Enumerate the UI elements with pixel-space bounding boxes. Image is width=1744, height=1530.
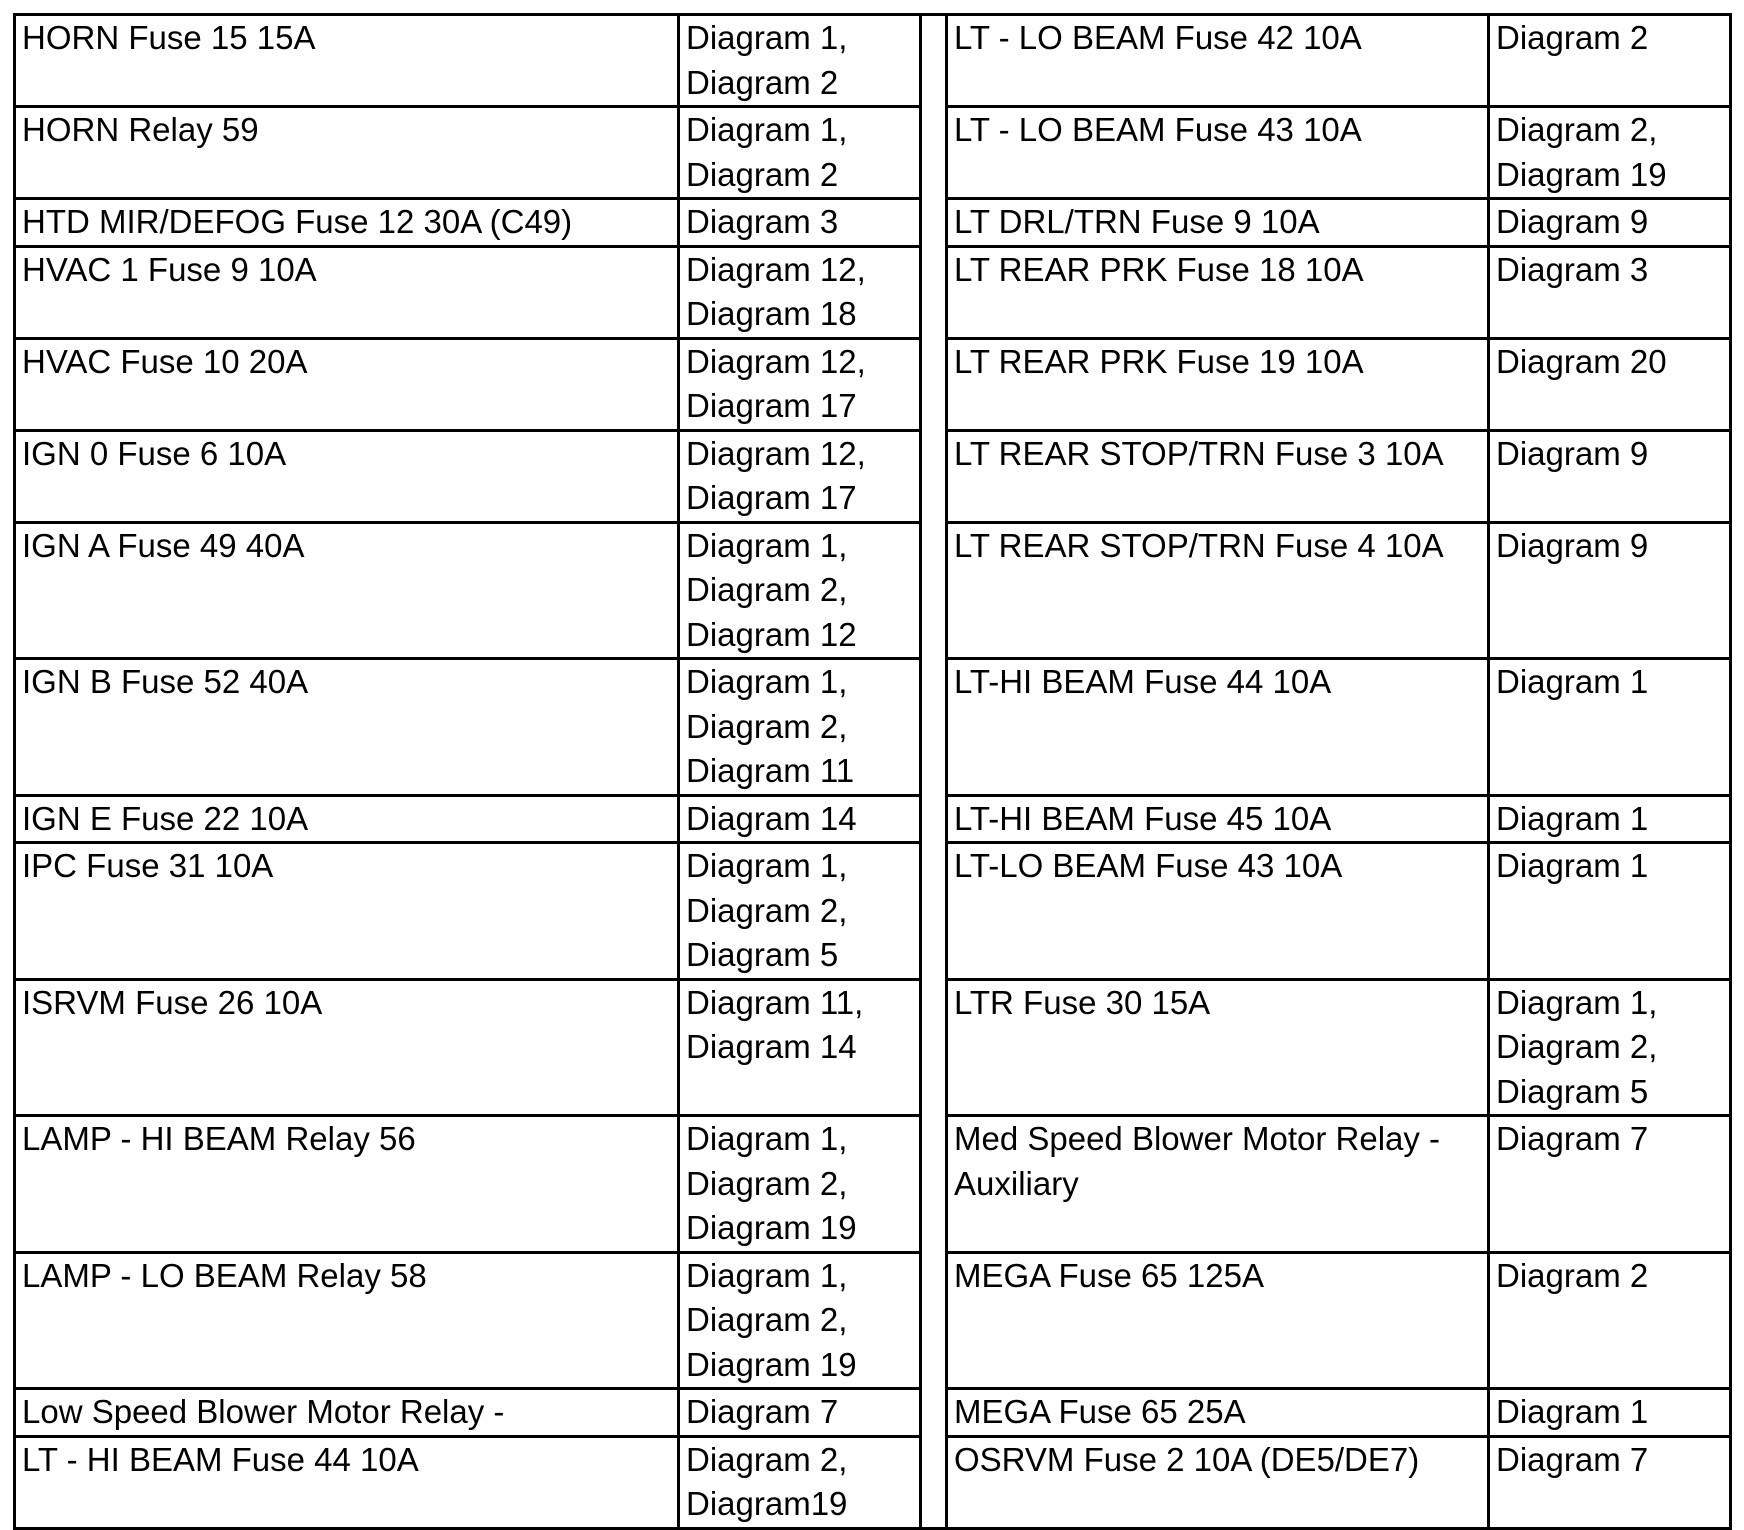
diagram-cell: Diagram 20 bbox=[1489, 338, 1731, 430]
diagram-cell: Diagram 1 bbox=[1489, 659, 1731, 796]
diagram-cell: Diagram 1, Diagram 2 bbox=[679, 107, 921, 199]
diagram-cell: Diagram 7 bbox=[1489, 1116, 1731, 1253]
diagram-cell: Diagram 7 bbox=[1489, 1436, 1731, 1528]
component-cell: LT-LO BEAM Fuse 43 10A bbox=[947, 843, 1489, 980]
diagram-cell: Diagram 1, Diagram 2, Diagram 5 bbox=[1489, 979, 1731, 1116]
component-cell: IGN A Fuse 49 40A bbox=[15, 522, 679, 659]
diagram-cell: Diagram 9 bbox=[1489, 522, 1731, 659]
component-cell: LT DRL/TRN Fuse 9 10A bbox=[947, 199, 1489, 247]
component-cell: IPC Fuse 31 10A bbox=[15, 843, 679, 980]
column-gap bbox=[921, 338, 947, 430]
column-gap bbox=[921, 843, 947, 980]
component-cell: LAMP - HI BEAM Relay 56 bbox=[15, 1116, 679, 1253]
table-row bbox=[15, 522, 1731, 659]
component-cell: Med Speed Blower Motor Relay - Auxiliary bbox=[947, 1116, 1489, 1253]
column-gap bbox=[921, 246, 947, 338]
component-cell: LT - LO BEAM Fuse 43 10A bbox=[947, 107, 1489, 199]
diagram-cell: Diagram 1, Diagram 2, Diagram 19 bbox=[679, 1116, 921, 1253]
component-cell: ISRVM Fuse 26 10A bbox=[15, 979, 679, 1116]
diagram-cell: Diagram 1, Diagram 2, Diagram 19 bbox=[679, 1252, 921, 1389]
table-body bbox=[15, 15, 1731, 1529]
table-row bbox=[15, 246, 1731, 338]
diagram-cell: Diagram 12, Diagram 18 bbox=[679, 246, 921, 338]
table-row bbox=[15, 659, 1731, 796]
component-cell: IGN E Fuse 22 10A bbox=[15, 795, 679, 843]
table-row bbox=[15, 107, 1731, 199]
component-cell: HVAC Fuse 10 20A bbox=[15, 338, 679, 430]
diagram-cell: Diagram 9 bbox=[1489, 199, 1731, 247]
diagram-cell: Diagram 12, Diagram 17 bbox=[679, 338, 921, 430]
diagram-cell: Diagram 1, Diagram 2 bbox=[679, 15, 921, 107]
diagram-cell: Diagram 2, Diagram 19 bbox=[1489, 107, 1731, 199]
column-gap bbox=[921, 430, 947, 522]
component-cell: HORN Fuse 15 15A bbox=[15, 15, 679, 107]
component-cell: LT - HI BEAM Fuse 44 10A bbox=[15, 1436, 679, 1528]
component-cell: Low Speed Blower Motor Relay - bbox=[15, 1389, 679, 1437]
diagram-cell: Diagram 2 bbox=[1489, 1252, 1731, 1389]
diagram-cell: Diagram 7 bbox=[679, 1389, 921, 1437]
column-gap bbox=[921, 979, 947, 1116]
table-row bbox=[15, 1389, 1731, 1437]
fuse-diagram-table bbox=[13, 13, 1732, 1530]
diagram-cell: Diagram 1 bbox=[1489, 843, 1731, 980]
diagram-cell: Diagram 1 bbox=[1489, 1389, 1731, 1437]
component-cell: OSRVM Fuse 2 10A (DE5/DE7) bbox=[947, 1436, 1489, 1528]
diagram-cell: Diagram 2 bbox=[1489, 15, 1731, 107]
component-cell: LT-HI BEAM Fuse 44 10A bbox=[947, 659, 1489, 796]
table-row bbox=[15, 338, 1731, 430]
component-cell: IGN B Fuse 52 40A bbox=[15, 659, 679, 796]
component-cell: HTD MIR/DEFOG Fuse 12 30A (C49) bbox=[15, 199, 679, 247]
column-gap bbox=[921, 15, 947, 107]
component-cell: MEGA Fuse 65 125A bbox=[947, 1252, 1489, 1389]
diagram-cell: Diagram 3 bbox=[679, 199, 921, 247]
column-gap bbox=[921, 659, 947, 796]
column-gap bbox=[921, 522, 947, 659]
component-cell: IGN 0 Fuse 6 10A bbox=[15, 430, 679, 522]
component-cell: HORN Relay 59 bbox=[15, 107, 679, 199]
column-gap bbox=[921, 1116, 947, 1253]
component-cell: LT - LO BEAM Fuse 42 10A bbox=[947, 15, 1489, 107]
component-cell: LT-HI BEAM Fuse 45 10A bbox=[947, 795, 1489, 843]
diagram-cell: Diagram 1, Diagram 2, Diagram 12 bbox=[679, 522, 921, 659]
table-row bbox=[15, 430, 1731, 522]
component-cell: HVAC 1 Fuse 9 10A bbox=[15, 246, 679, 338]
diagram-cell: Diagram 9 bbox=[1489, 430, 1731, 522]
component-cell: LT REAR PRK Fuse 18 10A bbox=[947, 246, 1489, 338]
column-gap bbox=[921, 1252, 947, 1389]
diagram-cell: Diagram 12, Diagram 17 bbox=[679, 430, 921, 522]
component-cell: LT REAR PRK Fuse 19 10A bbox=[947, 338, 1489, 430]
diagram-cell: Diagram 2, Diagram19 bbox=[679, 1436, 921, 1528]
column-gap bbox=[921, 199, 947, 247]
table-row bbox=[15, 1116, 1731, 1253]
component-cell: MEGA Fuse 65 25A bbox=[947, 1389, 1489, 1437]
diagram-cell: Diagram 11, Diagram 14 bbox=[679, 979, 921, 1116]
component-cell: LT REAR STOP/TRN Fuse 3 10A bbox=[947, 430, 1489, 522]
table-row bbox=[15, 1252, 1731, 1389]
diagram-cell: Diagram 1, Diagram 2, Diagram 5 bbox=[679, 843, 921, 980]
column-gap bbox=[921, 1389, 947, 1437]
column-gap bbox=[921, 107, 947, 199]
diagram-cell: Diagram 1 bbox=[1489, 795, 1731, 843]
diagram-cell: Diagram 1, Diagram 2, Diagram 11 bbox=[679, 659, 921, 796]
table-row bbox=[15, 1436, 1731, 1528]
component-cell: LT REAR STOP/TRN Fuse 4 10A bbox=[947, 522, 1489, 659]
table-row bbox=[15, 15, 1731, 107]
table-row bbox=[15, 843, 1731, 980]
column-gap bbox=[921, 1436, 947, 1528]
diagram-cell: Diagram 3 bbox=[1489, 246, 1731, 338]
table-row bbox=[15, 199, 1731, 247]
column-gap bbox=[921, 795, 947, 843]
table-row bbox=[15, 795, 1731, 843]
table-row bbox=[15, 979, 1731, 1116]
component-cell: LAMP - LO BEAM Relay 58 bbox=[15, 1252, 679, 1389]
component-cell: LTR Fuse 30 15A bbox=[947, 979, 1489, 1116]
diagram-cell: Diagram 14 bbox=[679, 795, 921, 843]
